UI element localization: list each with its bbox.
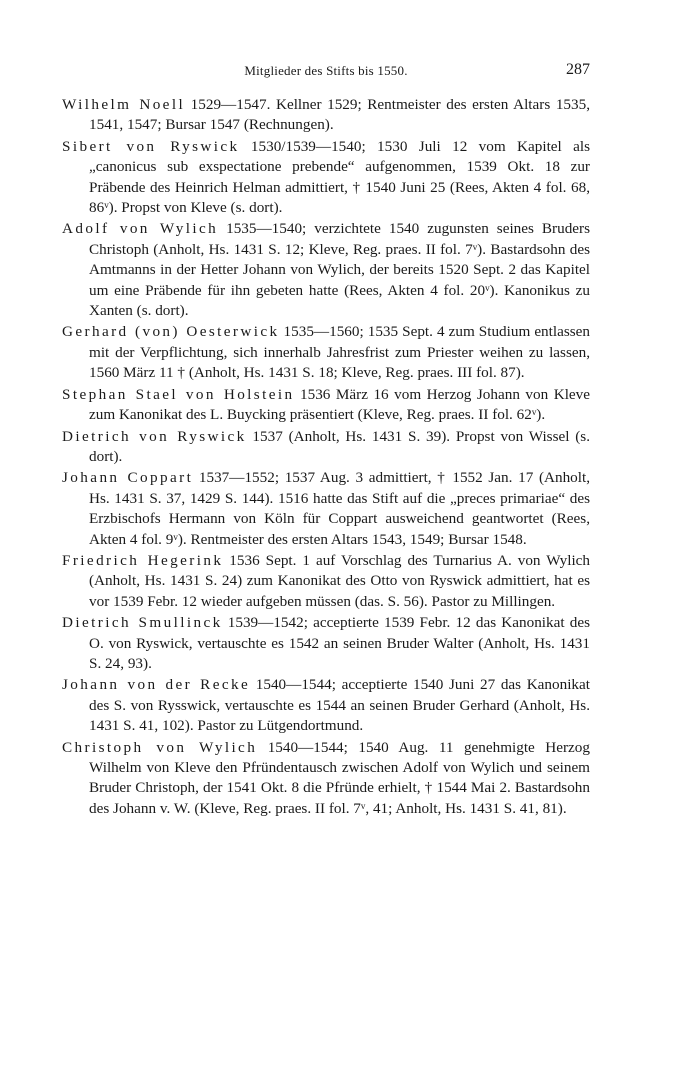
entry-text: 1530/1539—1540; 1530 Juli 12 vom Kapitel als „canonicus sub exspectatione prebende“ aufgenommen, 1539 Okt. 18 zur Präbende des Heinrich Helman admittiert, † 1540 Juni 25 (Rees, Akten 4 fol. 68, 86ᵛ). Propst von Kleve (s. dort). <box>89 137 590 217</box>
entry <box>62 95 590 136</box>
running-title: Mitglieder des Stifts bis 1550. <box>244 63 408 78</box>
entry-text: 1536 Sept. 1 auf Vorschlag des Turnarius A. von Wylich (Anholt, Hs. 1431 S. 24) zum Kanonikat des Otto von Ryswick admittiert, hat es vor 1539 Febr. 12 wieder aufgeben müssen (das. S. 56). Pastor zu Millingen. <box>89 551 590 610</box>
entry-text: 1535—1560; 1535 Sept. 4 zum Studium entlassen mit der Verpflichtung, sich innerhalb Jahresfrist zum Priester weihen zu lassen, 1560 März 11 † (Anholt, Hs. 1431 S. 18; Kleve, Reg. praes. III fol. 87). <box>89 323 590 382</box>
entry-name: Sibert von Ryswick <box>62 137 240 155</box>
entry <box>62 385 590 426</box>
entry-text: 1539—1542; acceptierte 1539 Febr. 12 das Kanonikat des O. von Ryswick, vertauschte es 1542 an seinen Bruder Walter (Anholt, Hs. 1431 S. 24, 93). <box>89 614 590 672</box>
entry-list <box>62 95 590 820</box>
entry-name: Stephan Stael von Holstein <box>62 385 295 403</box>
entry <box>62 219 590 321</box>
entry-name: Friedrich Hegerink <box>62 551 224 569</box>
entry-text: 1540—1544; acceptierte 1540 Juni 27 das Kanonikat des S. von Rysswick, vertauschte es 1544 an seinen Bruder Gerhard (Anholt, Hs. 1431 S. 41, 102). Pastor zu Lütgendortmund. <box>89 676 590 735</box>
entry-name: Dietrich Smullinck <box>62 614 223 632</box>
entry-name: Wilhelm Noell <box>62 96 186 113</box>
page-number: 287 <box>566 61 590 78</box>
entry <box>62 738 590 820</box>
entry <box>62 675 590 736</box>
entry-name: Dietrich von Ryswick <box>62 427 247 445</box>
entry <box>62 613 590 674</box>
entry <box>62 551 590 612</box>
entry-text: 1529—1547. Kellner 1529; Rentmeister des ersten Altars 1535, 1541, 1547; Bursar 1547 (Rechnungen). <box>89 96 590 134</box>
running-head <box>62 61 590 81</box>
entry <box>62 137 590 219</box>
entry-name: Adolf von Wylich <box>62 220 219 238</box>
entry-text: 1536 März 16 vom Herzog Johann von Kleve zum Kanonikat des L. Buycking präsentiert (Kleve, Reg. praes. II fol. 62ᵛ). <box>89 385 590 424</box>
entry <box>62 427 590 468</box>
entry-name: Christoph von Wylich <box>62 738 258 756</box>
entry-text: 1540—1544; 1540 Aug. 11 genehmigte Herzog Wilhelm von Kleve den Pfründentausch zwischen Adolf von Wylich und seinem Bruder Christoph, der 1541 Okt. 8 die Pfründe erhielt, † 1544 Mai 2. Bastardsohn des Johann v. W. (Kleve, Reg. praes. II fol. 7ᵛ, 41; Anholt, Hs. 1431 S. 41, 81). <box>89 738 590 817</box>
entry <box>62 322 590 383</box>
entry <box>62 468 590 550</box>
entry-name: Johann Coppart <box>62 469 194 487</box>
entry-text: 1537—1552; 1537 Aug. 3 admittiert, † 1552 Jan. 17 (Anholt, Hs. 1431 S. 37, 1429 S. 144). 1516 hatte das Stift auf die „preces primariae“ des Erzbischofs Hermann von Köln für Coppart ausweichend geantwortet (Rees, Akten 4 fol. 9ᵛ). Rentmeister des ersten Altars 1543, 1549; Bursar 1548. <box>89 469 590 548</box>
entry-text: 1535—1540; verzichtete 1540 zugunsten seines Bruders Christoph (Anholt, Hs. 1431 S. 12; Kleve, Reg. praes. II fol. 7ᵛ). Bastardsohn des Amtmanns in der Hetter Johann von Wylich, der bereits 1520 Sept. 2 das Kapitel um eine Präbende für ihn gebeten hatte (Rees, Akten 4 fol. 20ᵛ). Kanonikus zu Xanten (s. dort). <box>89 220 590 320</box>
entry-name: Johann von der Recke <box>62 676 251 694</box>
entry-name: Gerhard (von) Oesterwick <box>62 323 280 341</box>
entry-text: 1537 (Anholt, Hs. 1431 S. 39). Propst von Wissel (s. dort). <box>89 427 591 465</box>
